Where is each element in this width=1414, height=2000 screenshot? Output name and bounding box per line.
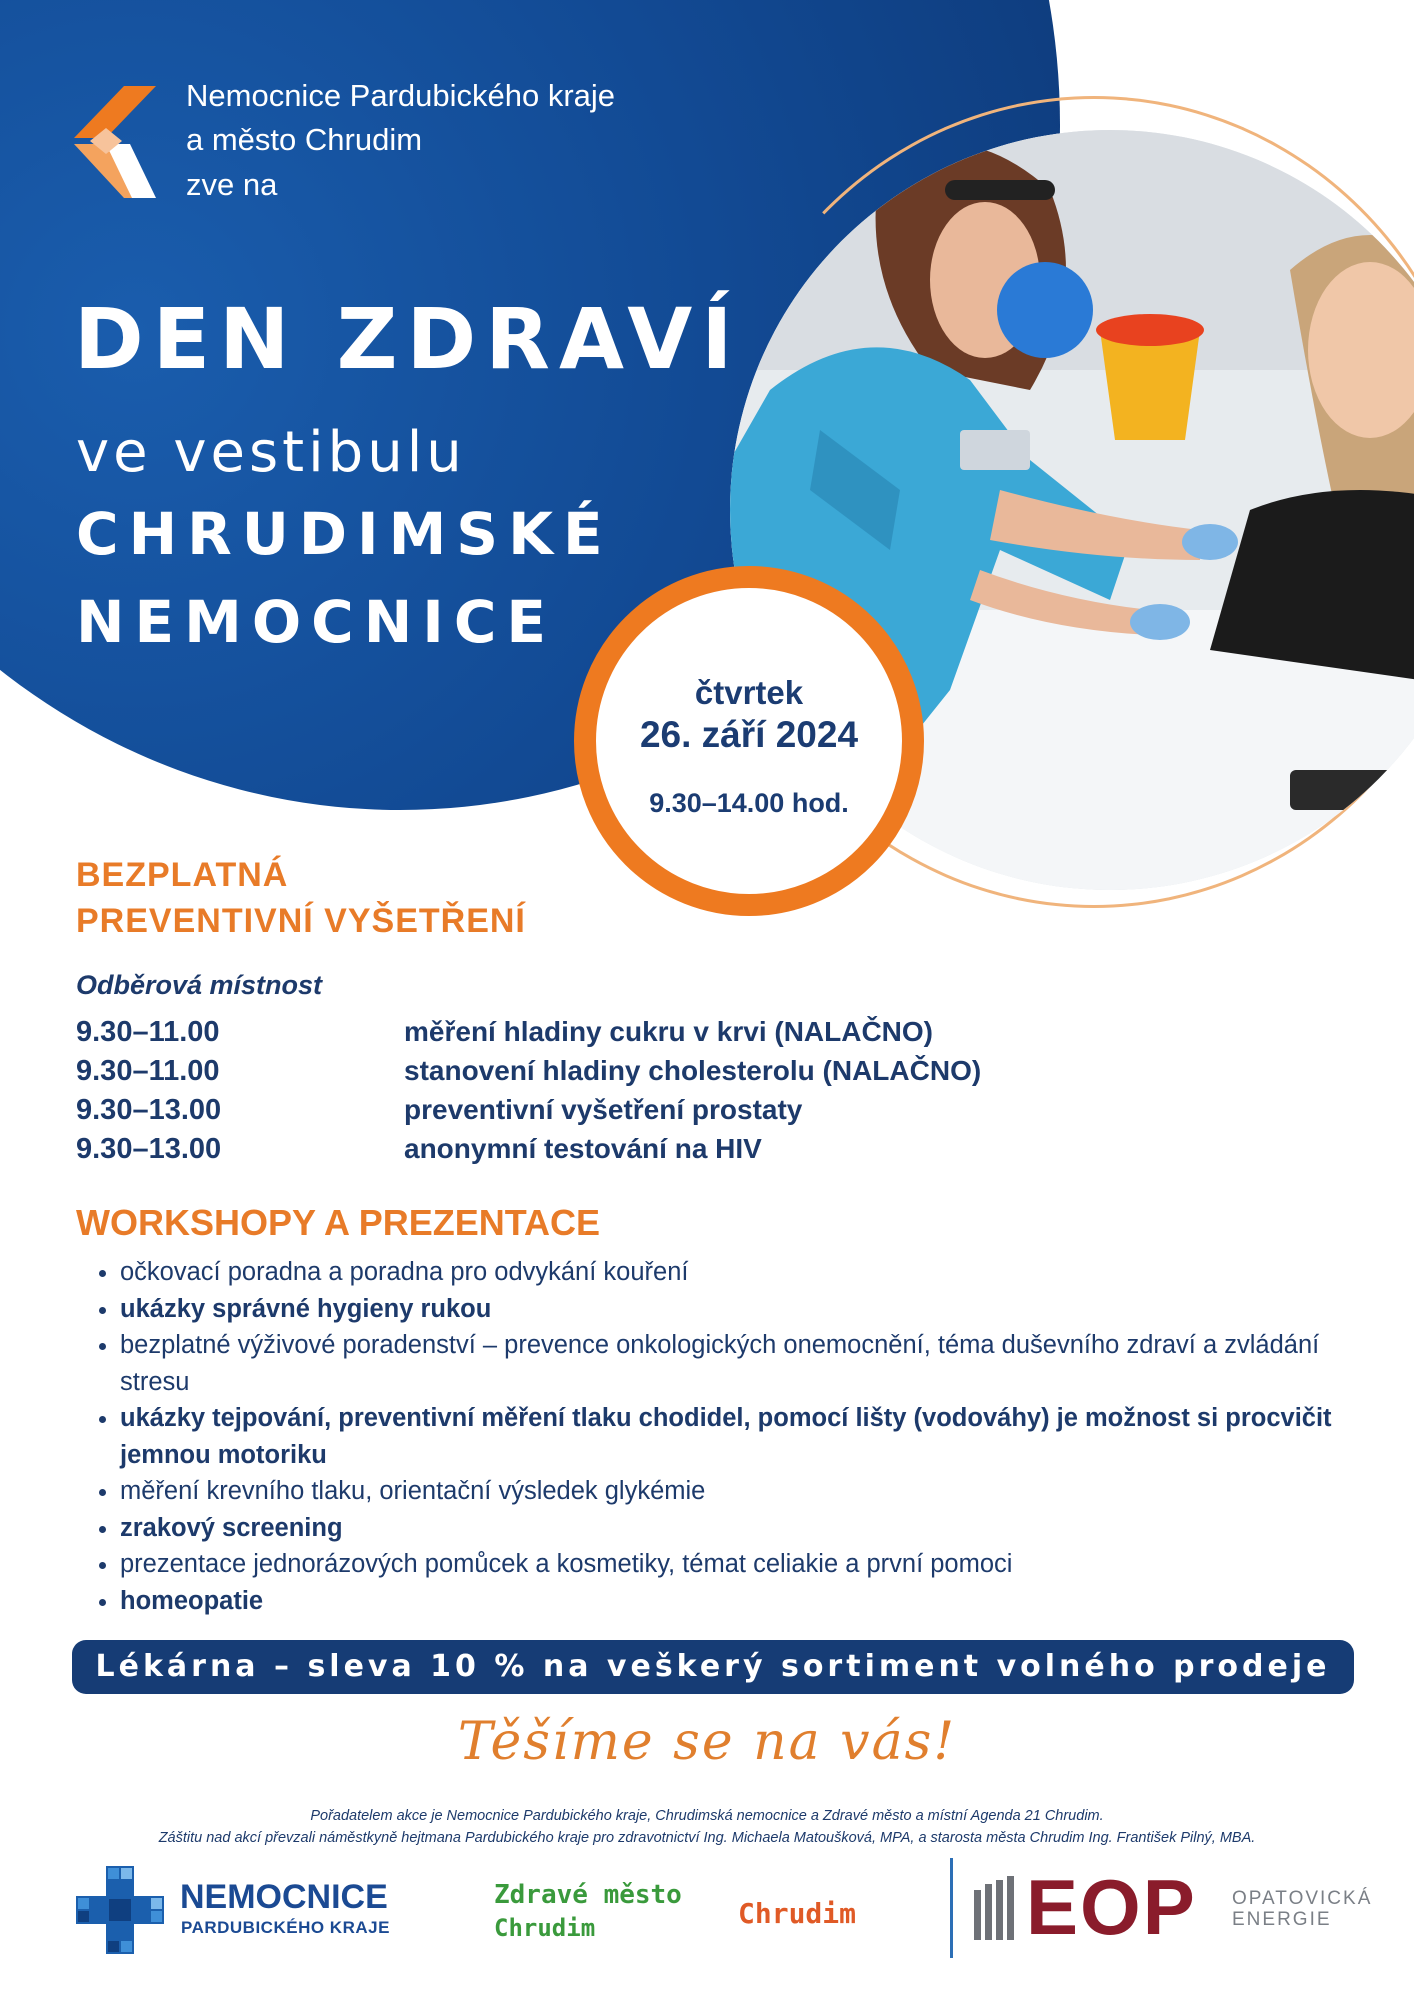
workshop-item: • prezentace jednorázových pomůcek a kosmetiky, témat celiakie a první pomoci xyxy=(120,1546,1390,1583)
preventive-heading-line-2: PREVENTIVNÍ VYŠETŘENÍ xyxy=(76,902,526,940)
workshop-item: • měření krevního tlaku, orientační výsledek glykémie xyxy=(120,1473,1390,1510)
footer-divider xyxy=(950,1858,953,1958)
eop-logo-name-line-2: ENERGIE xyxy=(1232,1909,1332,1930)
schedule-row xyxy=(76,1133,1076,1169)
schedule-time: 9.30–11.00 xyxy=(76,1016,220,1048)
chrudim-logo: Chrudim xyxy=(738,1897,857,1930)
date-badge-time: 9.30–14.00 hod. xyxy=(649,788,849,818)
schedule-time: 9.30–13.00 xyxy=(76,1094,222,1126)
event-title: DEN ZDRAVÍ xyxy=(74,290,742,388)
nemocnice-logo-region: PARDUBICKÉHO KRAJE xyxy=(181,1918,390,1937)
workshop-item: • homeopatie xyxy=(120,1583,1390,1620)
schedule-description: měření hladiny cukru v krvi (NALAČNO) xyxy=(404,1016,934,1047)
date-badge xyxy=(574,566,924,916)
workshop-item: • zrakový screening xyxy=(120,1510,1390,1547)
date-badge-date: 26. září 2024 xyxy=(639,714,859,755)
venue-line-1: CHRUDIMSKÉ xyxy=(76,500,613,568)
workshops-heading: WORKSHOPY A PREZENTACE xyxy=(76,1202,601,1243)
zdrave-mesto-logo-line-1: Zdravé město xyxy=(494,1880,682,1910)
workshop-list xyxy=(86,1254,1390,1619)
nemocnice-logo-name: NEMOCNICE xyxy=(180,1878,388,1916)
eop-logo-mark: EOP xyxy=(1026,1863,1197,1951)
eop-logo-name-line-1: OPATOVICKÁ xyxy=(1232,1888,1373,1909)
room-title: Odběrová místnost xyxy=(76,970,323,1000)
welcome-message: Těšíme se na vás! xyxy=(457,1712,957,1772)
schedule-row xyxy=(76,1016,1076,1052)
nemocnice-cross-logo-icon xyxy=(76,1866,164,1954)
schedule-description: anonymní testování na HIV xyxy=(404,1133,762,1164)
schedule-time: 9.30–13.00 xyxy=(76,1133,222,1165)
workshop-item: • ukázky tejpování, preventivní měření tlaku chodidel, pomocí lišty (vodováhy) je možnost si procvičit jemnou motoriku xyxy=(120,1400,1390,1473)
date-badge-day: čtvrtek xyxy=(694,674,804,711)
schedule-description: preventivní vyšetření prostaty xyxy=(404,1094,803,1125)
preventive-heading-line-1: BEZPLATNÁ xyxy=(76,856,289,894)
schedule-description: stanovení hladiny cholesterolu (NALAČNO) xyxy=(404,1055,982,1086)
schedule-row xyxy=(76,1094,1076,1130)
intro-line-3: zve na xyxy=(186,167,278,202)
patronage-note: Záštitu nad akcí převzali náměstkyně hejtmana Pardubického kraje pro zdravotnictví Ing. Michaela Matoušková, MPA, a starosta města Chrudim Ing. František Pilný, MBA. xyxy=(158,1830,1256,1846)
organizer-logo-icon xyxy=(70,86,170,198)
schedule-row xyxy=(76,1055,1076,1091)
intro-line-1: Nemocnice Pardubického kraje xyxy=(186,78,616,113)
event-subtitle: ve vestibulu xyxy=(76,420,466,485)
intro-line-2: a město Chrudim xyxy=(186,122,423,157)
schedule-time: 9.30–11.00 xyxy=(76,1055,220,1087)
pharmacy-discount-banner: Lékárna – sleva 10 % na veškerý sortiment volného prodeje xyxy=(72,1640,1354,1694)
eop-bars-logo-icon xyxy=(974,1876,1014,1940)
workshop-item: • bezplatné výživové poradenství – prevence onkologických onemocnění, téma duševního zdraví a zvládání stresu xyxy=(120,1327,1390,1400)
workshop-item: • ukázky správné hygieny rukou xyxy=(120,1291,1390,1328)
venue-line-2: NEMOCNICE xyxy=(76,588,557,656)
organizer-note: Pořadatelem akce je Nemocnice Pardubického kraje, Chrudimská nemocnice a Zdravé město a místní Agenda 21 Chrudim. xyxy=(310,1808,1104,1824)
workshop-item: • očkovací poradna a poradna pro odvykání kouření xyxy=(120,1254,1390,1291)
zdrave-mesto-logo-line-2: Chrudim xyxy=(494,1914,596,1942)
